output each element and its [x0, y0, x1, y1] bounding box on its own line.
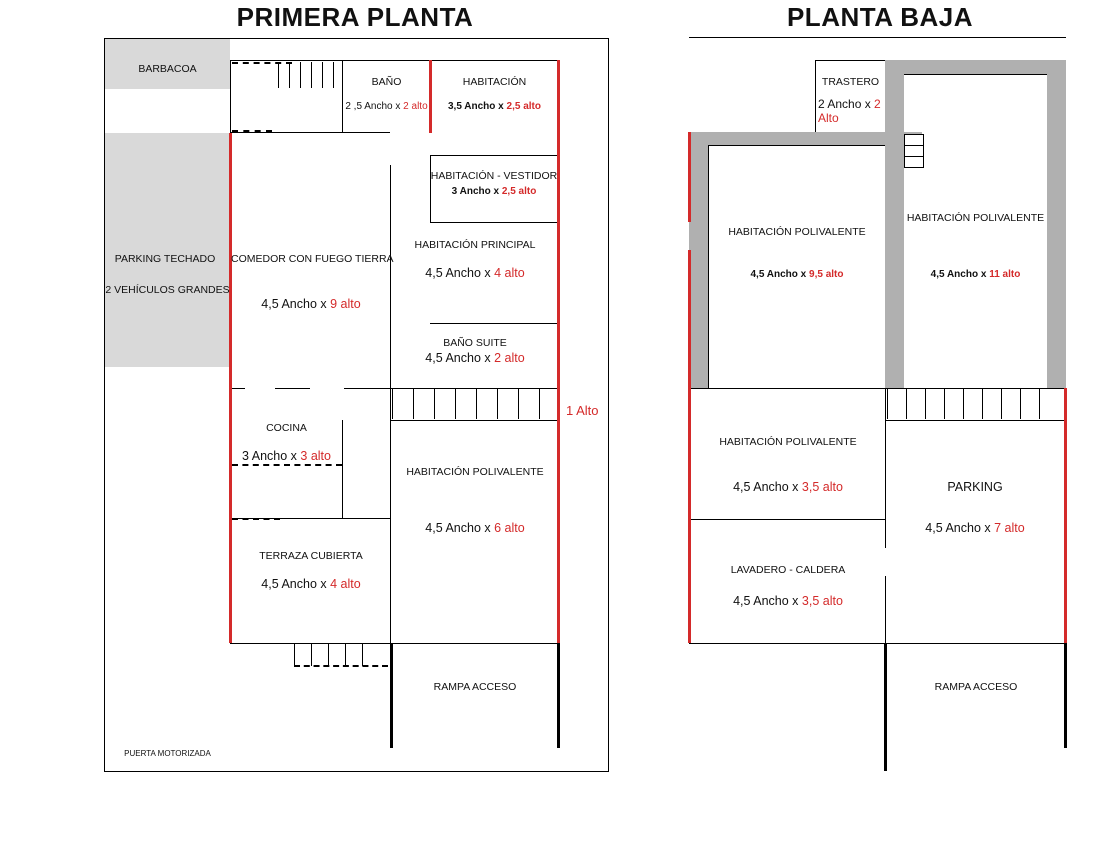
wall [815, 60, 885, 61]
wall [689, 643, 1066, 644]
red-wall [229, 133, 232, 643]
wall [390, 420, 558, 421]
hab-poli-2-dimensions: 4,5 Ancho x 11 alto [930, 269, 1021, 280]
door-gap [245, 386, 275, 391]
bano-suite-dimensions: 4,5 Ancho x 2 alto [425, 351, 525, 365]
door-gap [310, 386, 344, 391]
wall [884, 643, 887, 771]
red-wall [1064, 388, 1067, 643]
wall [230, 643, 560, 644]
comedor-label: COMEDOR CON FUEGO TIERRA [231, 253, 394, 265]
barbacoa-label: BARBACOA [138, 63, 197, 75]
habitacion-dimensions: 3,5 Ancho x 2,5 alto [447, 101, 541, 112]
parking-label: PARKING [947, 480, 1003, 494]
trastero-label: TRASTERO [821, 76, 880, 88]
wall [815, 60, 816, 132]
habitacion-vestidor-dimensions: 3 Ancho x 2,5 alto [451, 186, 537, 197]
stairs-middle [392, 389, 560, 419]
puerta-motorizada-label: PUERTA MOTORIZADA [124, 749, 211, 758]
parking-techado-label: PARKING TECHADO [114, 253, 216, 265]
primera-planta-title: PRIMERA PLANTA [236, 2, 474, 32]
hab-poli-3-dimensions: 4,5 Ancho x 3,5 alto [733, 480, 843, 494]
wall [904, 74, 1047, 75]
trastero-dimensions: 2 Ancho x 2 Alto [818, 97, 881, 125]
door-dash [232, 464, 342, 466]
habitacion-label: HABITACIÓN [462, 76, 527, 88]
wall [430, 222, 558, 223]
rampa-acceso-baja-label: RAMPA ACCESO [934, 681, 1018, 693]
terraza-label: TERRAZA CUBIERTA [259, 550, 363, 562]
gray-wall [689, 132, 708, 388]
rampa-acceso-label: RAMPA ACCESO [433, 681, 517, 693]
wall [230, 60, 231, 133]
habitacion-polivalente-label: HABITACIÓN POLIVALENTE [406, 466, 544, 478]
wall [390, 643, 393, 748]
hab-poli-1-label: HABITACIÓN POLIVALENTE [728, 226, 866, 238]
wall [342, 420, 343, 518]
wall [230, 60, 560, 61]
lavadero-dimensions: 4,5 Ancho x 3,5 alto [733, 594, 843, 608]
wall [885, 576, 886, 644]
wall [885, 420, 1066, 421]
wall [230, 132, 390, 133]
gray-wall [885, 60, 904, 388]
wall [708, 145, 709, 388]
red-wall [429, 60, 432, 133]
wall [1064, 643, 1067, 748]
bano-label: BAÑO [371, 76, 402, 88]
door-dash [294, 665, 388, 667]
wall [557, 643, 560, 748]
wall [708, 145, 885, 146]
gray-wall [885, 60, 1066, 74]
stairs-baja [887, 389, 1058, 419]
habitacion-vestidor-label: HABITACIÓN - VESTIDOR [430, 170, 558, 182]
lavadero-label: LAVADERO - CALDERA [730, 564, 846, 576]
planta-baja-title: PLANTA BAJA [786, 2, 974, 32]
small-stairs [904, 134, 924, 168]
habitacion-principal-label: HABITACIÓN PRINCIPAL [414, 239, 536, 251]
door-dash [232, 62, 292, 64]
habitacion-principal-dimensions: 4,5 Ancho x 4 alto [425, 266, 525, 280]
habitacion-polivalente-dimensions: 4,5 Ancho x 6 alto [425, 521, 525, 535]
parking-dimensions: 4,5 Ancho x 7 alto [925, 521, 1025, 535]
title-rule [689, 37, 1066, 38]
cocina-dimensions: 3 Ancho x 3 alto [242, 449, 331, 463]
outer-wall-right [608, 38, 609, 772]
parking-techado-label2: 2 VEHÍCULOS GRANDES [105, 284, 230, 296]
stairs-bottom [294, 644, 379, 666]
red-wall [688, 132, 691, 222]
wall [390, 165, 391, 645]
terraza-dimensions: 4,5 Ancho x 4 alto [261, 577, 361, 591]
wall [689, 519, 885, 520]
gray-wall [1047, 60, 1066, 388]
hab-poli-1-dimensions: 4,5 Ancho x 9,5 alto [750, 269, 844, 280]
hab-poli-3-label: HABITACIÓN POLIVALENTE [719, 436, 857, 448]
door-dash [232, 518, 280, 520]
door-dash [232, 130, 272, 132]
wall [430, 323, 558, 324]
bano-suite-label: BAÑO SUITE [443, 337, 507, 349]
bano-dimensions: 2 ,5 Ancho x 2 alto [345, 101, 428, 112]
stairs-top [278, 62, 344, 88]
comedor-dimensions: 4,5 Ancho x 9 alto [261, 297, 361, 311]
hab-poli-2-label: HABITACIÓN POLIVALENTE [906, 212, 1045, 224]
parking-techado-area [105, 133, 230, 367]
wall [430, 155, 558, 156]
alto-note: 1 Alto [566, 403, 599, 418]
wall [230, 771, 560, 772]
cocina-label: COCINA [266, 422, 307, 434]
